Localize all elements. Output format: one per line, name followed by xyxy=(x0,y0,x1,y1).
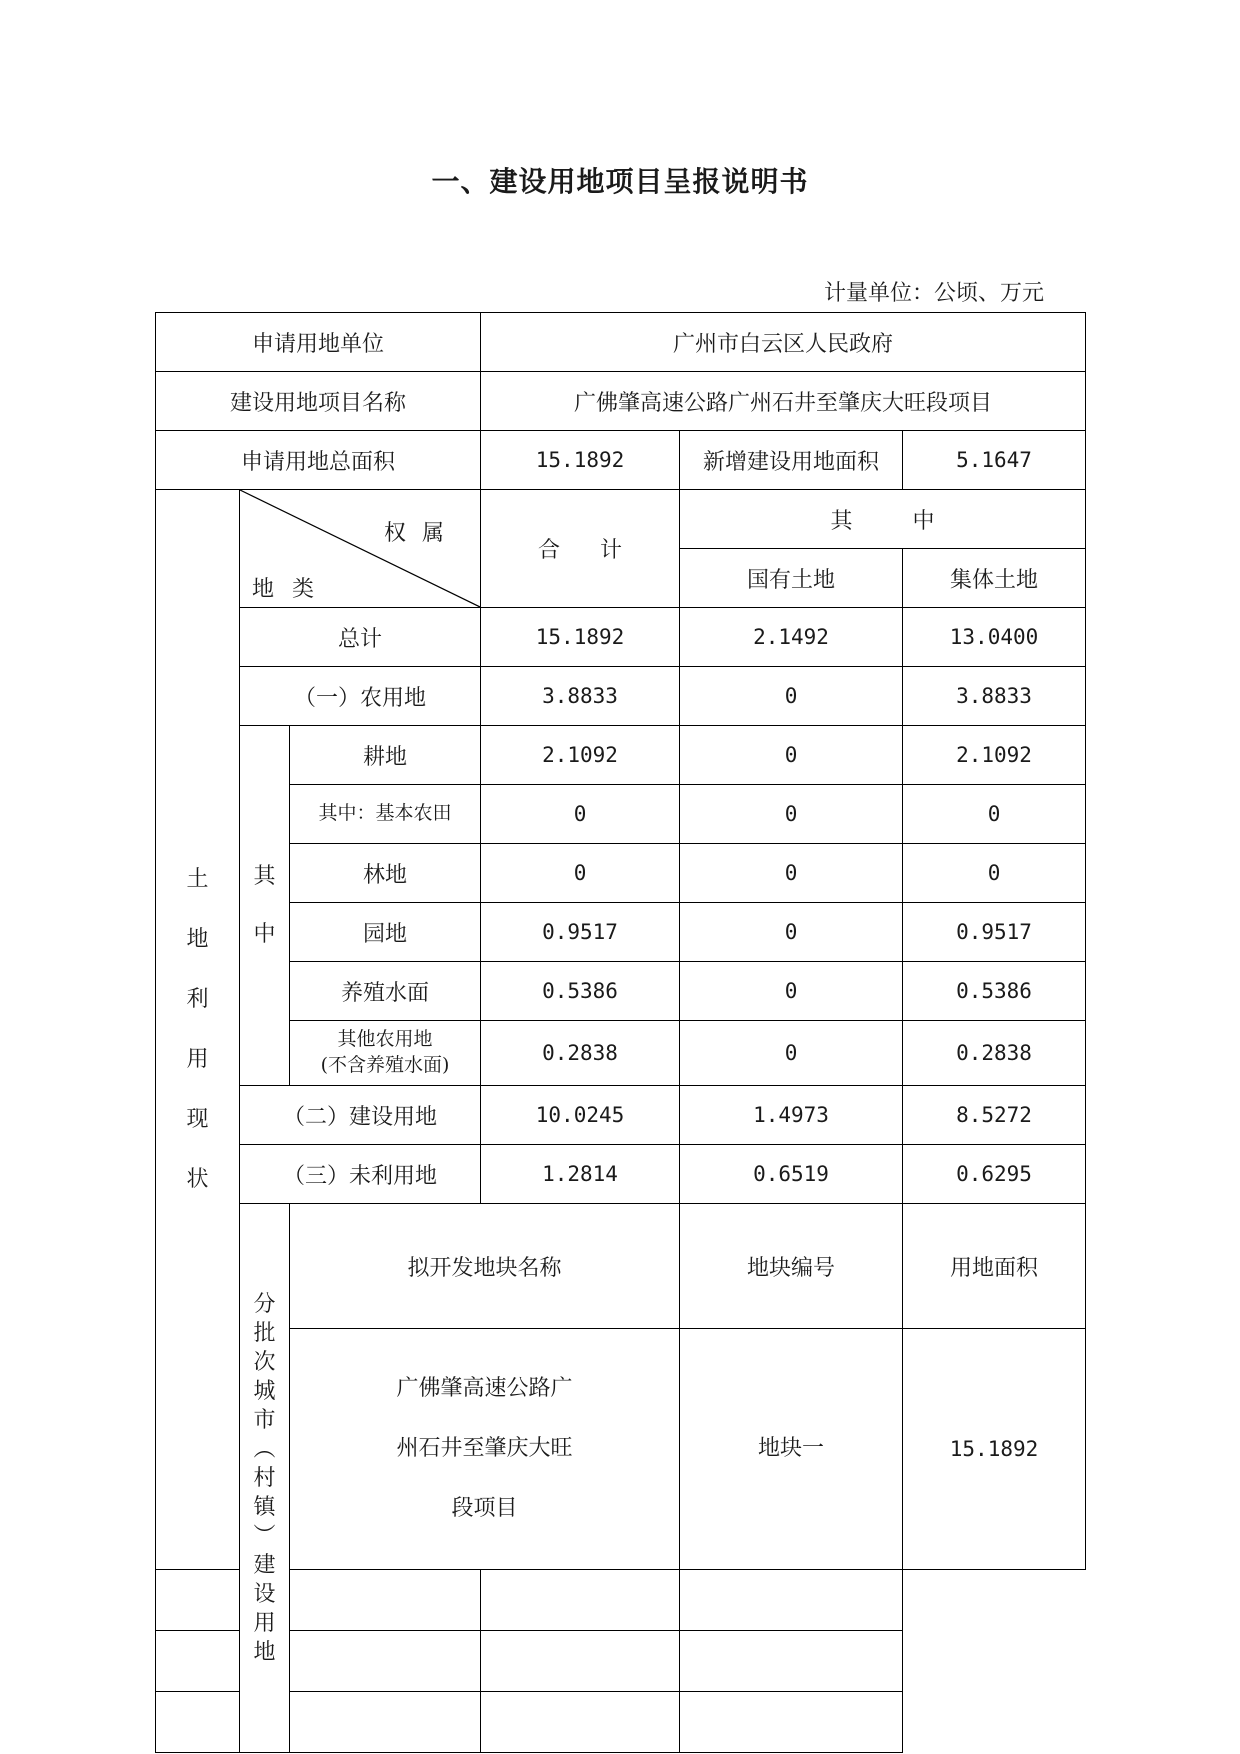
table-row xyxy=(156,844,1086,903)
cell-total: 0 xyxy=(481,844,680,903)
table-row xyxy=(156,667,1086,726)
cell-total: 3.8833 xyxy=(481,667,680,726)
cell-state: 0 xyxy=(680,726,903,785)
cell-state: 0.6519 xyxy=(680,1145,903,1204)
parcel-code: 地块一 xyxy=(680,1329,903,1570)
land-use-section-label xyxy=(156,490,240,1570)
table-row xyxy=(156,1021,1086,1086)
parcel-area: 15.1892 xyxy=(903,1329,1086,1570)
diagonal-header-cell xyxy=(240,490,481,608)
table-row xyxy=(156,903,1086,962)
area-row xyxy=(156,431,1086,490)
page-title: 一、建设用地项目呈报说明书 xyxy=(431,165,809,198)
project-label: 建设用地项目名称 xyxy=(156,372,481,431)
land-use-header-row-1 xyxy=(156,490,1086,549)
unit-note: 计量单位：公顷、万元 xyxy=(823,281,1044,306)
table-row xyxy=(156,608,1086,667)
applicant-value: 广州市白云区人民政府 xyxy=(481,313,1086,372)
cell-total: 0.5386 xyxy=(481,962,680,1021)
project-value: 广佛肇高速公路广州石井至肇庆大旺段项目 xyxy=(481,372,1086,431)
cell-total: 1.2814 xyxy=(481,1145,680,1204)
cell-state: 0 xyxy=(680,962,903,1021)
total-area-value: 15.1892 xyxy=(481,431,680,490)
land-use-section-text: 土 地 利 用 现 状 xyxy=(186,866,209,1192)
cell-collective: 0.6295 xyxy=(903,1145,1086,1204)
cell-state: 0 xyxy=(680,667,903,726)
empty-cell xyxy=(680,1570,903,1631)
row-label xyxy=(290,1021,481,1086)
parcel-name: 广佛肇高速公路广 州石井至肇庆大旺 段项目 xyxy=(290,1329,680,1570)
cell-collective: 3.8833 xyxy=(903,667,1086,726)
cell-collective: 13.0400 xyxy=(903,608,1086,667)
cell-total: 2.1092 xyxy=(481,726,680,785)
empty-cell xyxy=(290,1692,481,1753)
row-label: （一）农用地 xyxy=(240,667,481,726)
row-label-line-1: 其他农用地 xyxy=(337,1028,433,1051)
cell-total: 15.1892 xyxy=(481,608,680,667)
empty-cell xyxy=(481,1570,680,1631)
collective-column-header: 集体土地 xyxy=(903,549,1086,608)
land-type-header: 地类 xyxy=(252,577,333,602)
table-row xyxy=(156,726,1086,785)
empty-cell xyxy=(680,1631,903,1692)
parcel-row xyxy=(156,1329,1086,1570)
parcel-name-header: 拟开发地块名称 xyxy=(290,1204,680,1329)
cell-state: 2.1492 xyxy=(680,608,903,667)
batch-header-row xyxy=(156,1204,1086,1329)
row-label: 园地 xyxy=(290,903,481,962)
batch-section-text: 分 批 次 城 市 ︵ 村 镇 ︶ 建 设 用 地 xyxy=(253,1291,276,1665)
cell-collective: 0 xyxy=(903,844,1086,903)
row-label: 林地 xyxy=(290,844,481,903)
row-label: 养殖水面 xyxy=(290,962,481,1021)
total-column-header: 合计 xyxy=(481,490,680,608)
empty-parcel-row xyxy=(156,1570,1086,1631)
cell-collective: 2.1092 xyxy=(903,726,1086,785)
row-label: 耕地 xyxy=(290,726,481,785)
cell-collective: 0 xyxy=(903,785,1086,844)
empty-cell xyxy=(680,1692,903,1753)
table-row xyxy=(156,1145,1086,1204)
cell-total: 0.2838 xyxy=(481,1021,680,1086)
ownership-header: 权属 xyxy=(384,521,461,546)
state-owned-column-header: 国有土地 xyxy=(680,549,903,608)
cell-state: 0 xyxy=(680,844,903,903)
applicant-row xyxy=(156,313,1086,372)
empty-parcel-row xyxy=(156,1631,1086,1692)
cell-total: 10.0245 xyxy=(481,1086,680,1145)
new-area-value: 5.1647 xyxy=(903,431,1086,490)
row-label: 其中：基本农田 xyxy=(290,785,481,844)
table-row xyxy=(156,1086,1086,1145)
row-label: （三）未利用地 xyxy=(240,1145,481,1204)
empty-parcel-row xyxy=(156,1692,1086,1753)
parcel-area-header: 用地面积 xyxy=(903,1204,1086,1329)
table-row xyxy=(156,785,1086,844)
cell-collective: 0.5386 xyxy=(903,962,1086,1021)
row-label-line-2: (不含养殖水面) xyxy=(320,1054,450,1076)
empty-cell xyxy=(290,1631,481,1692)
cell-state: 0 xyxy=(680,785,903,844)
cell-collective: 0.9517 xyxy=(903,903,1086,962)
empty-cell xyxy=(290,1570,481,1631)
parcel-code-header: 地块编号 xyxy=(680,1204,903,1329)
total-area-label: 申请用地总面积 xyxy=(156,431,481,490)
table-row xyxy=(156,962,1086,1021)
sub-group-label xyxy=(240,726,290,1086)
cell-state: 0 xyxy=(680,903,903,962)
among-column-header: 其中 xyxy=(680,490,1086,549)
project-row xyxy=(156,372,1086,431)
cell-total: 0 xyxy=(481,785,680,844)
row-label: （二）建设用地 xyxy=(240,1086,481,1145)
sub-group-text: 其 中 xyxy=(253,863,276,947)
new-area-label: 新增建设用地面积 xyxy=(680,431,903,490)
row-label: 总计 xyxy=(240,608,481,667)
cell-collective: 8.5272 xyxy=(903,1086,1086,1145)
cell-collective: 0.2838 xyxy=(903,1021,1086,1086)
cell-total: 0.9517 xyxy=(481,903,680,962)
empty-cell xyxy=(481,1692,680,1753)
land-use-form-table xyxy=(155,312,1086,1753)
applicant-label: 申请用地单位 xyxy=(156,313,481,372)
empty-cell xyxy=(481,1631,680,1692)
empty-cell xyxy=(156,1692,290,1753)
cell-state: 0 xyxy=(680,1021,903,1086)
cell-state: 1.4973 xyxy=(680,1086,903,1145)
